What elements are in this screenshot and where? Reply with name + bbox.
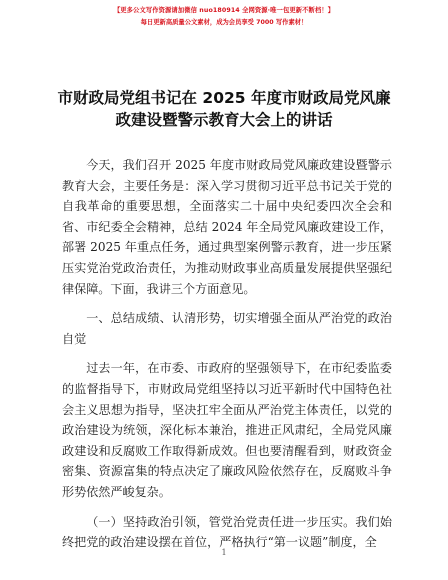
paragraph-intro: 今天，我们召开 2025 年度市财政局党风廉政建设暨警示教育大会，主要任务是：深入学习贯彻习近平总书记关于党的自我革命的重要思想，全面落实二十届中央纪委四次全会和省、市纪委全会精神，总结 2024 年全局党风廉政建设工作，部署 2025 年重点任务，通过典型案例警示教育，进一步压紧压实党治党政治责任，为推动财政事业高质量发展提供坚强纪律保障。下面，我讲三个方面意见。 <box>62 158 392 296</box>
document-body <box>62 155 392 553</box>
document-title <box>50 87 398 131</box>
section-heading-1: 一、总结成绩、认清形势，切实增强全面从严治党的政治自觉 <box>62 311 392 346</box>
promo-banner <box>0 6 448 27</box>
promo-banner-line-2: 每日更新高质量公文素材，成为会员享受 7000 写作素材！ <box>140 19 308 26</box>
page-number: 1 <box>221 548 227 557</box>
promo-banner-line-1: 【更多公文写作资源请加微信 nuo180914 全网资源·唯一包更新不断档！】 <box>113 7 335 14</box>
paragraph-review: 过去一年，在市委、市政府的坚强领导下，在市纪委监委的监督指导下，市财政局党组坚持以习近平新时代中国特色社会主义思想为指导，坚决扛牢全面从严治党主体责任，以党的政治建设为统领，深化标本兼治，推进正风肃纪，全局党风廉政建设和反腐败工作取得新成效。但也要清醒看到，财政资金密集、资源富集的特点决定了廉政风险依然存在，反腐败斗争形势依然严峻复杂。 <box>62 361 392 499</box>
paragraph-subsection-1: （一）坚持政治引领，管党治党责任进一步压实。我们始终把党的政治建设摆在首位，严格执行“第一议题”制度，全 <box>62 514 392 550</box>
title-line-1: 市财政局党组书记在 2025 年度市财政局党风廉 <box>57 89 391 107</box>
title-line-2: 政建设暨警示教育大会上的讲话 <box>115 111 333 129</box>
